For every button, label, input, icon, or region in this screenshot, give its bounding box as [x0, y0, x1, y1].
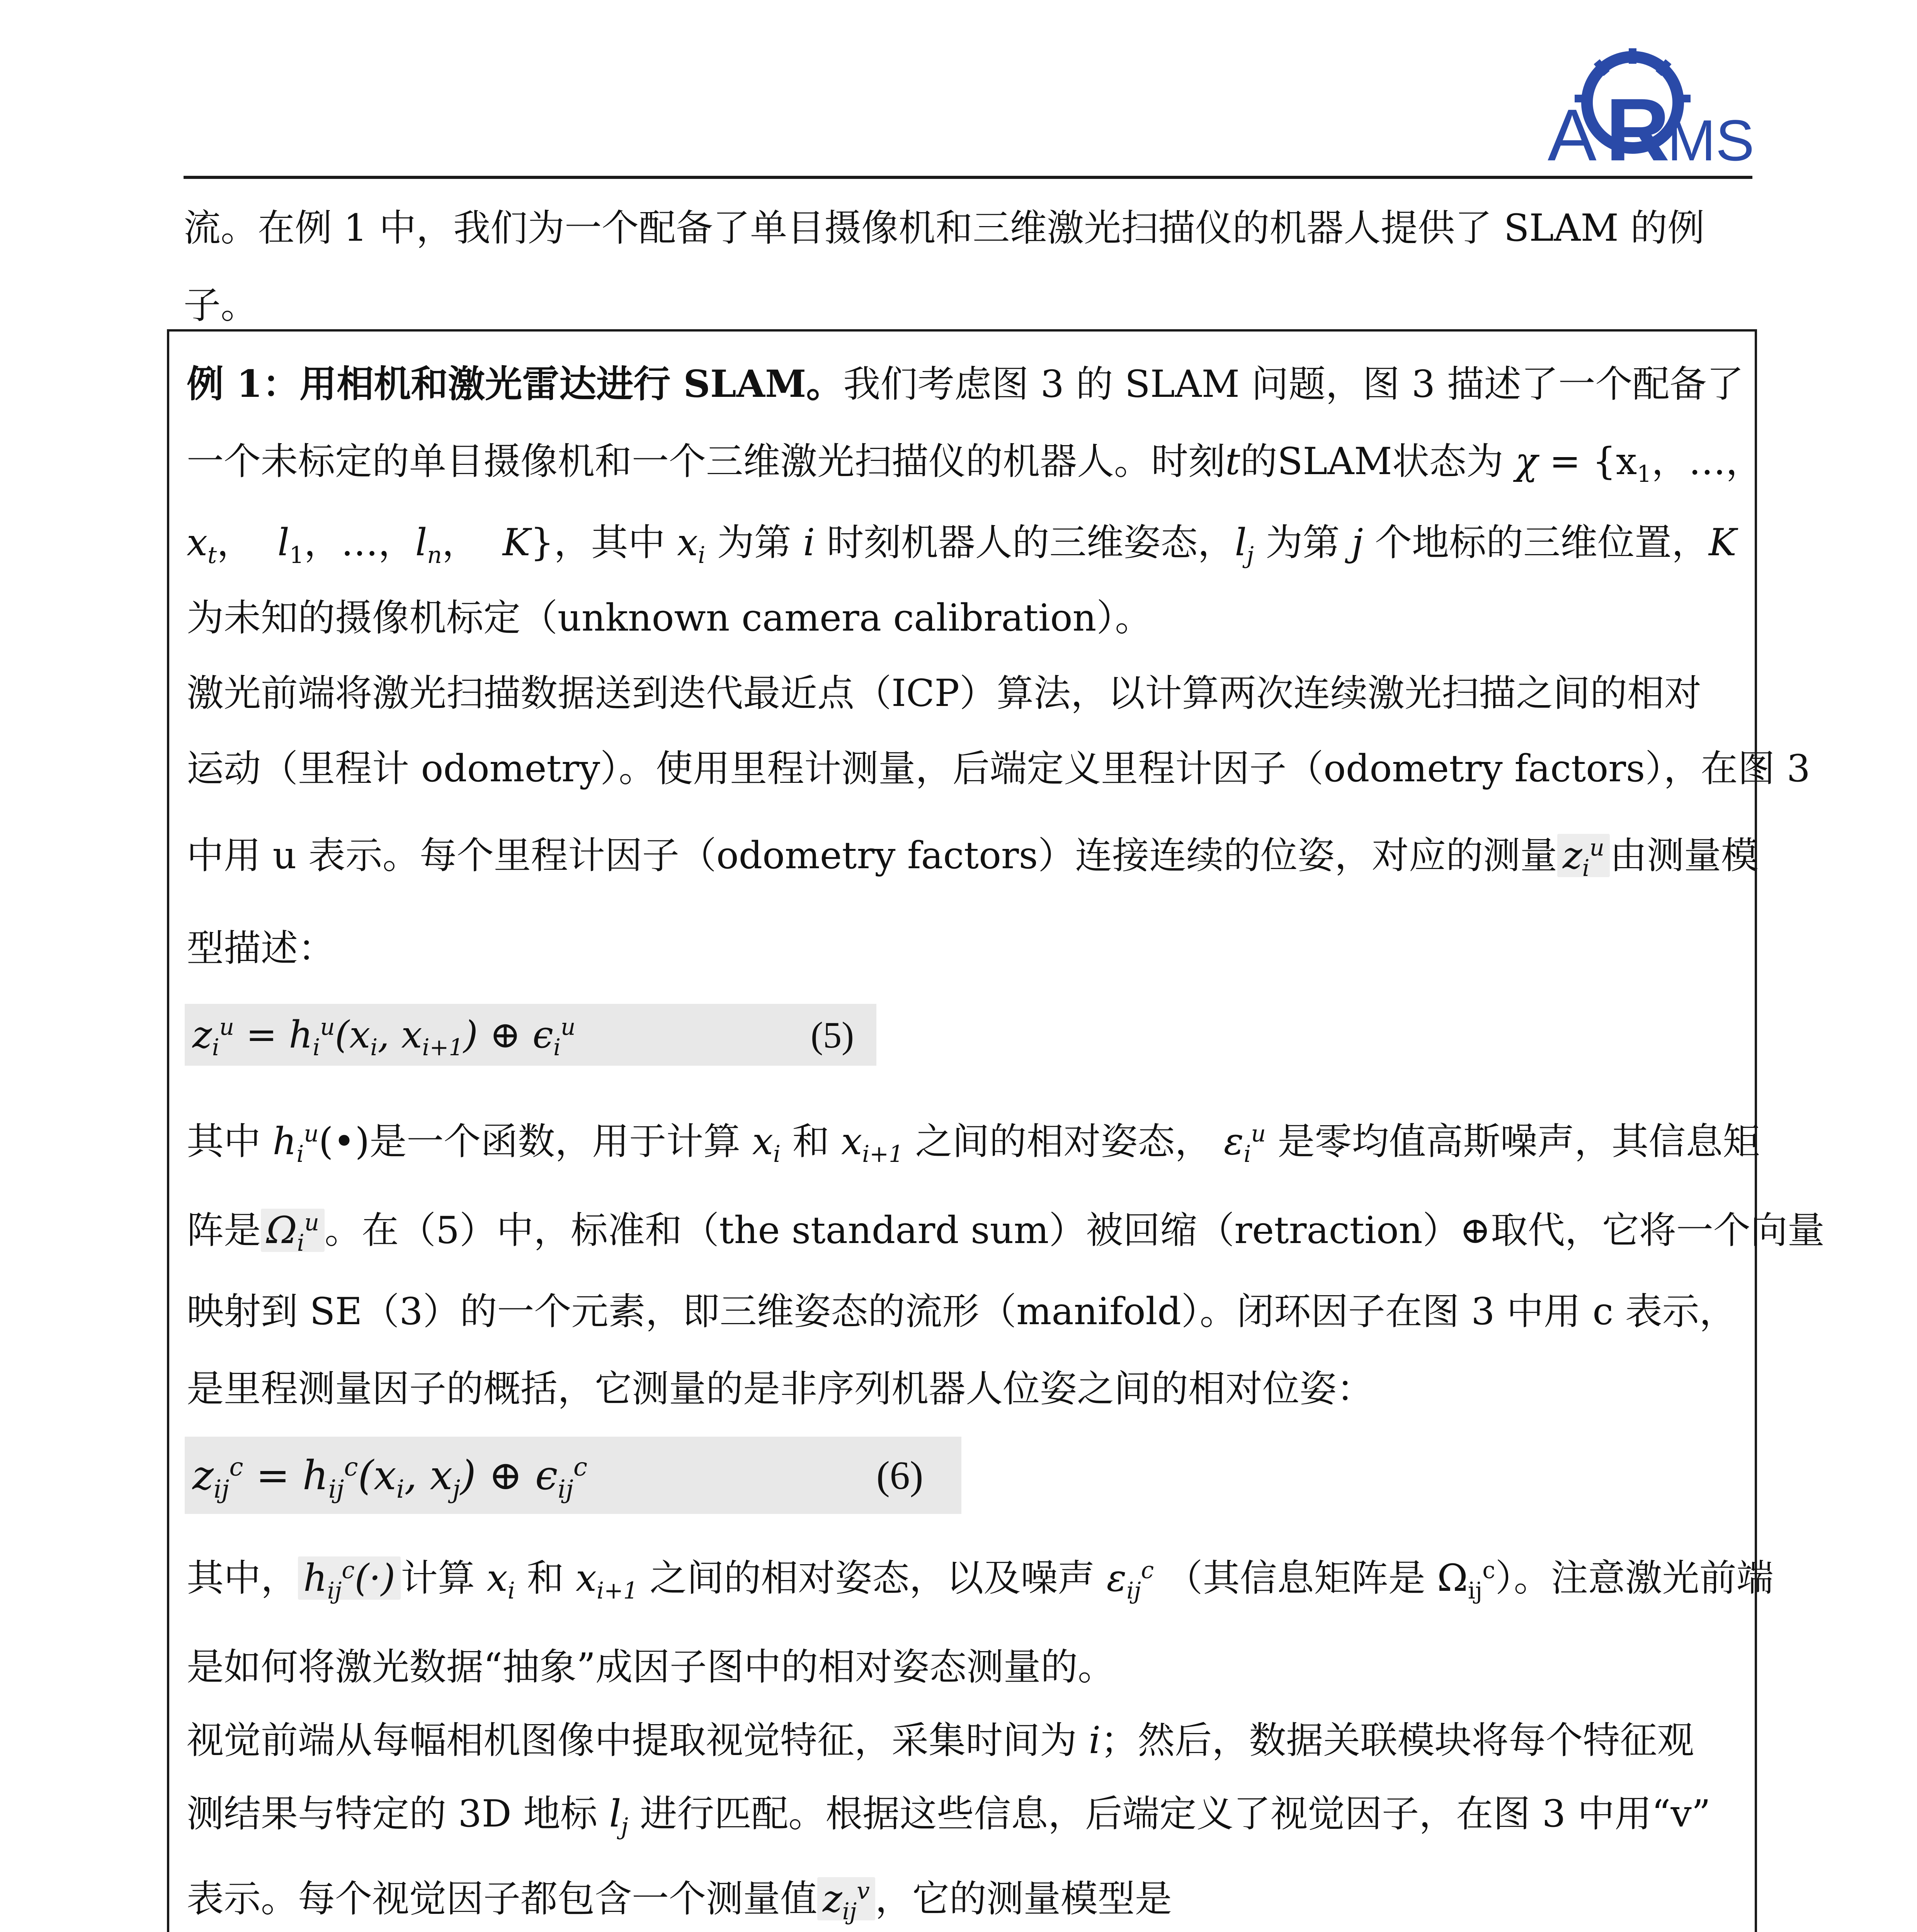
example-line-17: 表示。每个视觉因子都包含一个测量值 $z_{ij}^v$ ，它的测量模型是: [187, 1877, 1172, 1925]
example-line-9: 其中 $h_i^u(•)$是一个函数，用于计算 $x_i$ 和 $x_{i+1}$ 之间的相对姿态， $\varepsilon_i^u$ 是零均值高斯噪声，其信息矩: [187, 1120, 1760, 1168]
example-line-3: $x_t$， $l_1$，…，$l_n$， K}，其中 $x_i$ 为第 i 时刻机器人的三维姿态，$l_j$ 为第 j 个地标的三维位置，K: [187, 521, 1737, 569]
intro-paragraph: [184, 189, 1752, 344]
equation-5: $z_i^u = h_i^u(x_i$, $x_{i+1}$) ⊕ $\epsilon_i^u$ (5): [185, 1004, 876, 1066]
svg-text:R: R: [1606, 80, 1670, 176]
equation-6: $z_{ij}^c = h_{ij}^c(x_i$, $x_j$) ⊕ $\epsilon_{ij}^c$ (6): [185, 1437, 961, 1514]
example-line-15: 视觉前端从每幅相机图像中提取视觉特征，采集时间为 i；然后，数据关联模块将每个特征观: [187, 1719, 1694, 1762]
example-line-4: 为未知的摄像机标定（unknown camera calibration）。: [187, 596, 1152, 639]
example-line-12: 是里程测量因子的概括，它测量的是非序列机器人位姿之间的相对位姿：: [187, 1367, 1374, 1410]
intro-line-1: 流。在例 1 中，我们为一个配备了单目摄像机和三维激光扫描仪的机器人提供了 SLAM 的例: [184, 206, 1705, 250]
example-line-2: 一个未标定的单目摄像机和一个三维激光扫描仪的机器人。时刻t的SLAM状态为 $\chi = \{x_1$，…，: [187, 440, 1763, 488]
example-line-8: 型描述：: [187, 927, 335, 970]
example-line-14: 是如何将激光数据“抽象”成因子图中的相对姿态测量的。: [187, 1645, 1115, 1689]
example-line-11: 映射到 SE（3）的一个元素，即三维姿态的流形（manifold）。闭环因子在图 3 中用 c 表示，: [187, 1290, 1737, 1333]
arms-logo: [1544, 37, 1760, 176]
example-line-5: 激光前端将激光扫描数据送到迭代最近点（ICP）算法，以计算两次连续激光扫描之间的相对: [187, 672, 1701, 715]
intro-line-2: 子。: [184, 284, 258, 327]
example-title: 例 1：用相机和激光雷达进行 SLAM。: [187, 362, 844, 406]
equation-5-number: (5): [811, 1014, 854, 1056]
example-line-6: 运动（里程计 odometry）。使用里程计测量，后端定义里程计因子（odometry factors），在图 3: [187, 747, 1810, 790]
equation-6-number: (6): [876, 1453, 924, 1498]
example-line-7: 中用 u 表示。每个里程计因子（odometry factors）连接连续的位姿，对应的测量 $z_i^u$ 由测量模: [187, 834, 1758, 882]
svg-text:MS: MS: [1667, 108, 1754, 173]
header-rule: [184, 176, 1752, 179]
example-line-16: 测结果与特定的 3D 地标 $l_j$ 进行匹配。根据这些信息，后端定义了视觉因子，在图 3 中用“v”: [187, 1792, 1711, 1840]
example-line-10: 阵是 $\Omega_i^u$ 。在（5）中，标准和（the standard sum）被回缩（retraction）⊕取代，它将一个向量: [187, 1209, 1825, 1257]
math-z-u: $z_i^u$: [1557, 834, 1610, 877]
example-line-1: 例 1：用相机和激光雷达进行 SLAM。我们考虑图 3 的 SLAM 问题，图 3 描述了一个配备了: [187, 362, 1744, 406]
svg-text:A: A: [1548, 94, 1597, 176]
example-line-13: 其中， $h_{ij}^c(\cdot)$ 计算 $x_i$ 和 $x_{i+1}$ 之间的相对姿态，以及噪声 $\varepsilon_{ij}^c$ （其信息矩阵是 $\Omega_{ij}^c$）。注意激光前端: [187, 1556, 1774, 1605]
example-box: [167, 329, 1825, 1932]
